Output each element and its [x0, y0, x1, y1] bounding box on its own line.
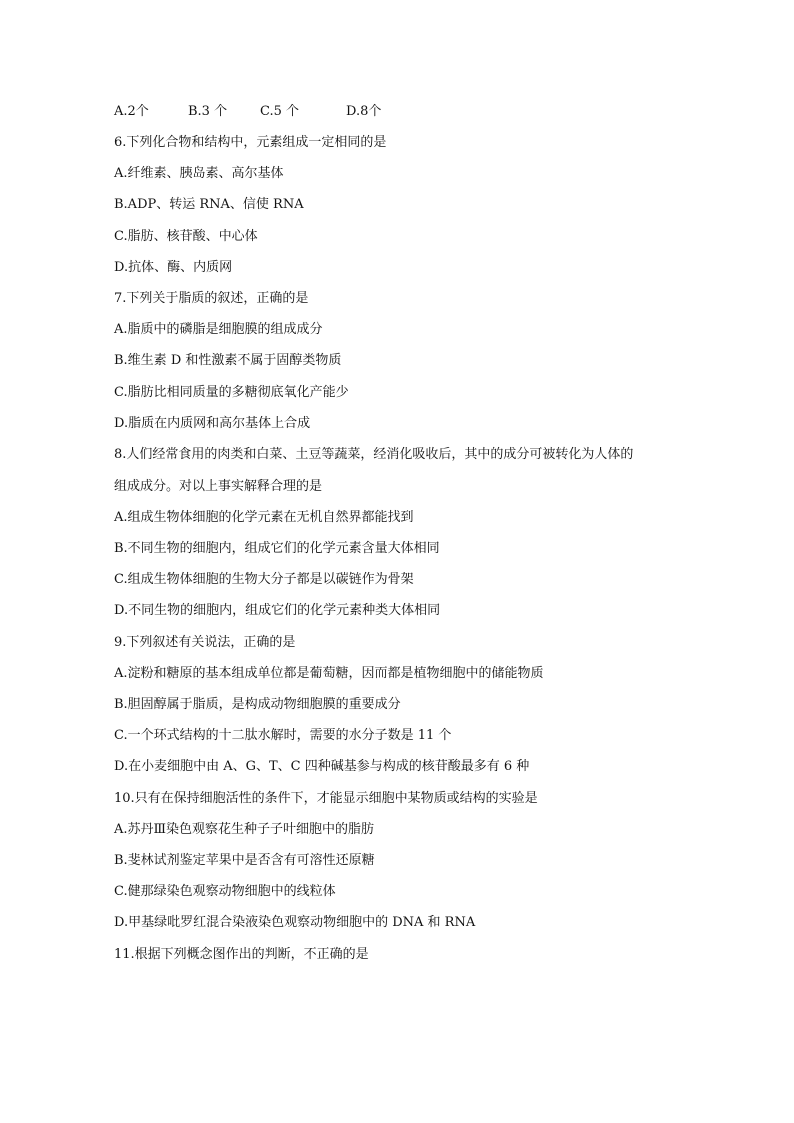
q7-option-c: C.脂肪比相同质量的多糖彻底氧化产能少	[114, 385, 349, 400]
q6-stem: 6.下列化合物和结构中，元素组成一定相同的是	[114, 135, 387, 150]
q7-option-b: B.维生素 D 和性激素不属于固醇类物质	[114, 353, 342, 368]
q10-option-c: C.健那绿染色观察动物细胞中的线粒体	[114, 884, 336, 899]
q10-option-a: A.苏丹Ⅲ染色观察花生种子子叶细胞中的脂肪	[114, 822, 375, 837]
q9-option-b: B.胆固醇属于脂质，是构成动物细胞膜的重要成分	[114, 697, 401, 712]
q8-option-a: A.组成生物体细胞的化学元素在无机自然界都能找到	[114, 510, 414, 525]
q8-option-b: B.不同生物的细胞内，组成它们的化学元素含量大体相同	[114, 541, 440, 556]
q5-options	[114, 103, 381, 121]
q8-option-c: C.组成生物体细胞的生物大分子都是以碳链作为骨架	[114, 572, 414, 587]
q5-option-d: D.8个	[346, 104, 382, 119]
q10-option-d: D.甲基绿吡罗红混合染液染色观察动物细胞中的 DNA 和 RNA	[114, 915, 476, 930]
q7-stem: 7.下列关于脂质的叙述，正确的是	[114, 291, 309, 306]
q6-option-d: D.抗体、酶、内质网	[114, 260, 233, 275]
q9-stem: 9.下列叙述有关说法，正确的是	[114, 635, 296, 650]
q5-option-c: C.5 个	[260, 104, 300, 119]
q11-stem: 11.根据下列概念图作出的判断，不正确的是	[114, 947, 369, 962]
q10-stem: 10.只有在保持细胞活性的条件下，才能显示细胞中某物质或结构的实验是	[114, 791, 538, 806]
q8-option-d: D.不同生物的细胞内，组成它们的化学元素种类大体相同	[114, 603, 441, 618]
q6-option-b: B.ADP、转运 RNA、信使 RNA	[114, 197, 304, 212]
q9-option-c: C.一个环式结构的十二肽水解时，需要的水分子数是 11 个	[114, 728, 452, 743]
q8-stem-line1: 8.人们经常食用的肉类和白菜、土豆等蔬菜，经消化吸收后，其中的成分可被转化为人体的	[114, 447, 634, 462]
q8-stem-line2: 组成成分。对以上事实解释合理的是	[114, 479, 323, 494]
q9-option-d: D.在小麦细胞中由 A、G、T、C 四种碱基参与构成的核苷酸最多有 6 种	[114, 759, 530, 774]
q5-option-b: B.3 个	[188, 104, 228, 119]
q6-option-c: C.脂肪、核苷酸、中心体	[114, 229, 258, 244]
q6-option-a: A.纤维素、胰岛素、高尔基体	[114, 166, 284, 181]
q10-option-b: B.斐林试剂鉴定苹果中是否含有可溶性还原糖	[114, 853, 375, 868]
q7-option-a: A.脂质中的磷脂是细胞膜的组成成分	[114, 322, 323, 337]
q5-option-a: A.2个	[114, 104, 149, 119]
q9-option-a: A.淀粉和糖原的基本组成单位都是葡萄糖，因而都是植物细胞中的储能物质	[114, 666, 544, 681]
q7-option-d: D.脂质在内质网和高尔基体上合成	[114, 416, 311, 431]
